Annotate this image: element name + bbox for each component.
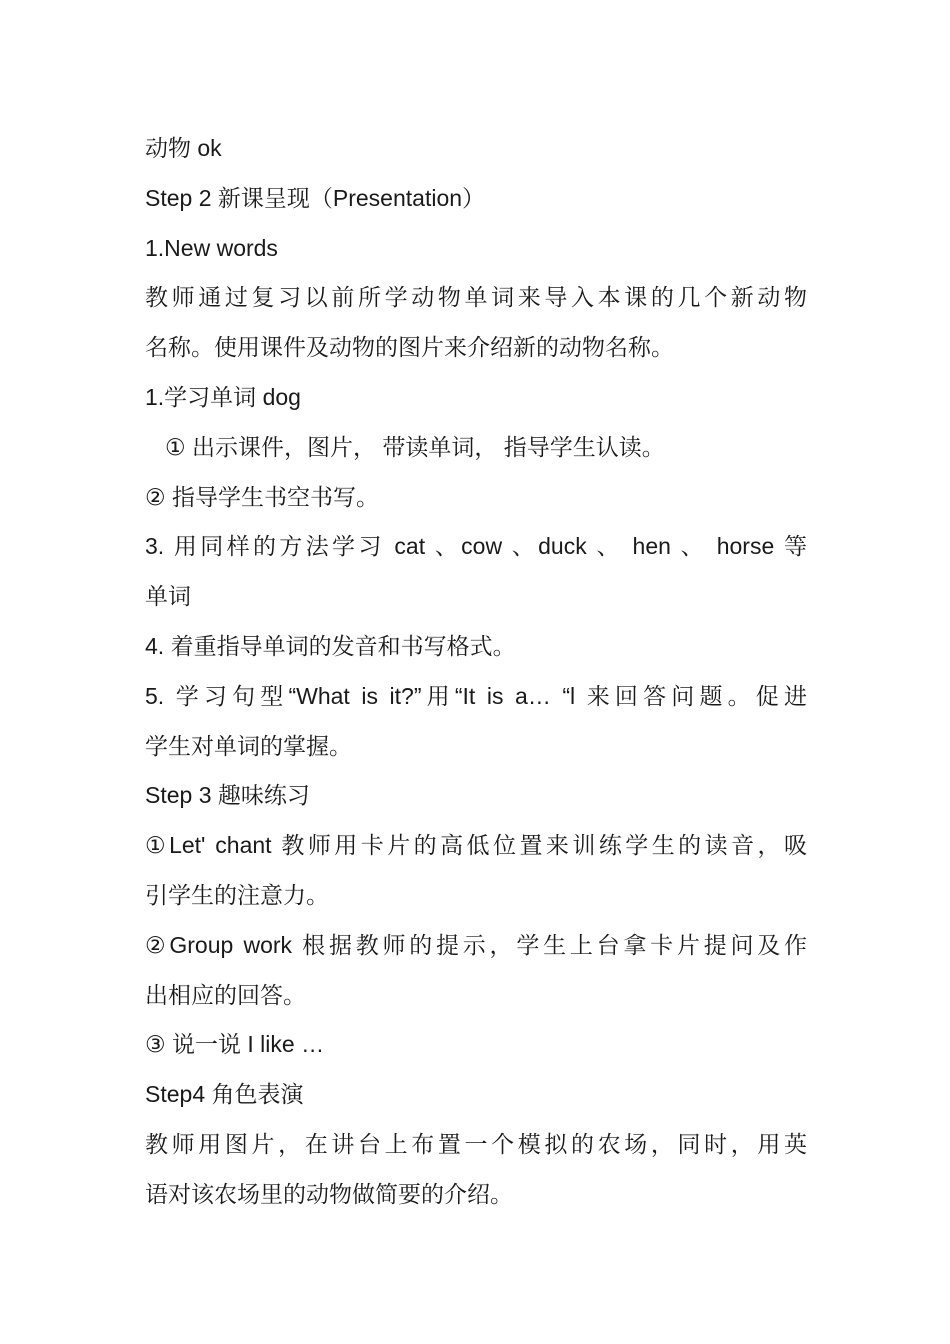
list-item-3: 3. 用同样的方法学习 cat 、cow 、duck 、 hen 、 horse 等 [145,533,807,560]
list-item-4: 4. 着重指导单词的发音和书写格式。 [145,632,516,659]
heading-step-2-presentation: Step 2 新课呈现（Presentation） [145,184,486,211]
text-line-animals-ok: 动物 ok [145,135,222,161]
list-item-i-like: ③ 说一说 I like … [145,1031,325,1058]
paragraph-line: 出相应的回答。 [145,981,306,1008]
paragraph-line: 引学生的注意力。 [145,881,329,908]
paragraph-line: 语对该农场里的动物做简要的介绍。 [145,1180,513,1207]
paragraph-line: 名称。使用课件及动物的图片来介绍新的动物名称。 [145,334,674,361]
list-item-group-work: ②Group work 根据教师的提示，学生上台拿卡片提问及作 [145,931,807,958]
list-item-step-1: ① 出示课件，图片， 带读单词， 指导学生认读。 [165,433,665,460]
paragraph-line: 教师用图片，在讲台上布置一个模拟的农场，同时，用英 [145,1130,807,1157]
list-item-learn-dog: 1.学习单词 dog [145,383,301,410]
paragraph-line: 教师通过复习以前所学动物单词来导入本课的几个新动物 [145,284,807,311]
list-item-chant: ①Let' chant 教师用卡片的高低位置来训练学生的读音，吸 [145,832,807,859]
document-body [145,124,807,1220]
list-item-step-2: ② 指导学生书空书写。 [145,483,380,510]
heading-step-3: Step 3 趣味练习 [145,782,310,809]
list-item-5: 5. 学习句型“What is it?”用“It is a… “l 来回答问题。促进 [145,682,807,709]
heading-step-4: Step4 角色表演 [145,1081,304,1108]
subheading-new-words: 1.New words [145,234,278,261]
paragraph-line: 单词 [145,583,191,610]
paragraph-line: 学生对单词的掌握。 [145,732,352,759]
